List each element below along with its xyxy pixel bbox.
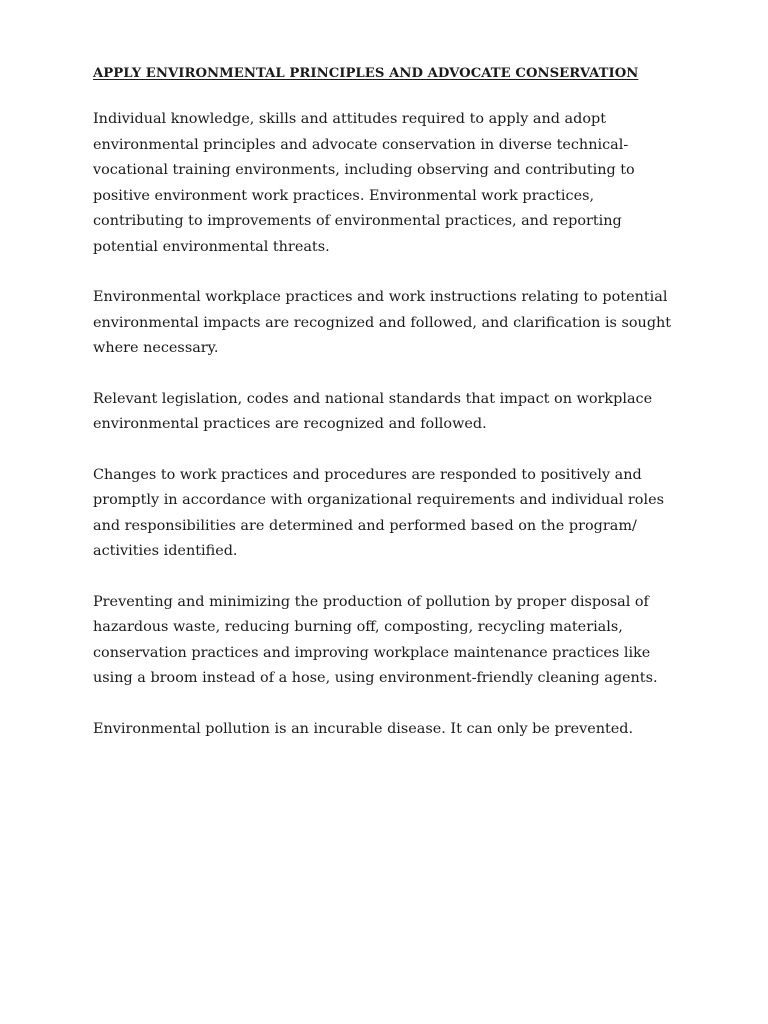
paragraph-workplace-practices: Environmental workplace practices and work instructions relating to potential environmental impacts are recognized and followed, and clarification is sought where necessary. <box>93 289 672 356</box>
paragraph-conclusion: Environmental pollution is an incurable disease. It can only be prevented. <box>93 720 634 737</box>
paragraph-pollution-prevention: Preventing and minimizing the production of pollution by proper disposal of hazardous waste, reducing burning off, composting, recycling materials, conservation practices and improving workplace maintenance practices like using a broom instead of a hose, using environment-friendly cleaning agents. <box>93 593 658 686</box>
paragraph-changes: Changes to work practices and procedures are responded to positively and promptly in accordance with organizational requirements and individual roles and responsibilities are determined and performed based on the program/ activities identified. <box>93 466 664 559</box>
paragraph-intro: Individual knowledge, skills and attitudes required to apply and adopt environmental principles and advocate conservation in diverse technical-vocational training environments, including observing and contributing to positive environment work practices. Environmental work practices, contributing to improvements of environmental practices, and reporting potential environmental threats. <box>93 111 635 255</box>
document-title: APPLY ENVIRONMENTAL PRINCIPLES AND ADVOCATE CONSERVATION <box>93 66 639 81</box>
paragraph-legislation: Relevant legislation, codes and national standards that impact on workplace environmental practices are recognized and followed. <box>93 390 653 432</box>
